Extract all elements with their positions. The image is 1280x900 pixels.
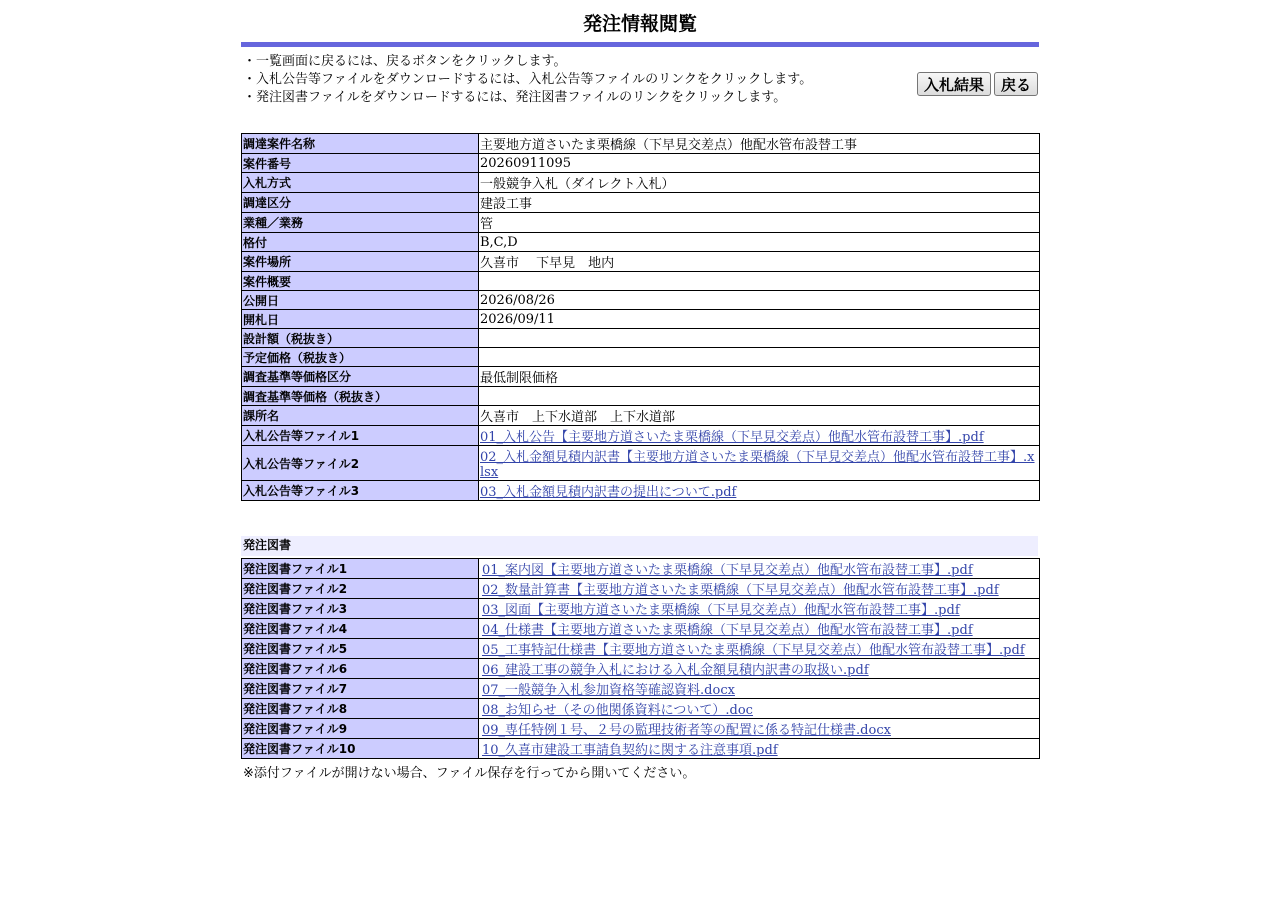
table-row (242, 639, 1040, 659)
table-row (242, 481, 1040, 501)
row-label: 案件概要 (242, 272, 479, 291)
bid-method-value: 一般競争入札（ダイレクト入札） (479, 173, 1040, 193)
instruction-line: ・一覧画面に戻るには、戻るボタンをクリックします。 (243, 54, 567, 69)
publish-date-value: 2026/08/26 (479, 291, 1040, 310)
drawings-table (241, 558, 1040, 759)
attachment-footnote: ※添付ファイルが開けない場合、ファイル保存を行ってから開いてください。 (243, 766, 696, 781)
row-label: 業種／業務 (242, 213, 479, 233)
page-container (241, 0, 1039, 781)
row-label: 発注図書ファイル5 (242, 639, 479, 659)
rank-value: B,C,D (479, 233, 1040, 252)
table-row (242, 348, 1040, 367)
row-label: 発注図書ファイル8 (242, 699, 479, 719)
row-label: 調査基準等価格（税抜き） (242, 387, 479, 406)
row-label: 入札方式 (242, 173, 479, 193)
table-row (242, 659, 1040, 679)
drawing-file-link-9[interactable]: 09_専任特例１号、２号の監理技術者等の配置に係る特記仕様書.docx (482, 723, 891, 738)
row-label: 発注図書ファイル6 (242, 659, 479, 679)
row-label: 調査基準等価格区分 (242, 367, 479, 387)
summary-value (479, 272, 1040, 291)
table-row (242, 426, 1040, 446)
table-row (242, 719, 1040, 739)
table-row (242, 739, 1040, 759)
row-label: 案件番号 (242, 154, 479, 173)
row-label: 発注図書ファイル1 (242, 559, 479, 579)
row-label: 予定価格（税抜き） (242, 348, 479, 367)
table-row (242, 291, 1040, 310)
row-label: 格付 (242, 233, 479, 252)
row-label: 発注図書ファイル3 (242, 599, 479, 619)
instruction-line: ・入札公告等ファイルをダウンロードするには、入札公告等ファイルのリンクをクリックします。 (243, 72, 813, 87)
industry-value: 管 (479, 213, 1040, 233)
row-label: 入札公告等ファイル2 (242, 446, 479, 481)
drawing-file-link-4[interactable]: 04_仕様書【主要地方道さいたま栗橋線（下早見交差点）他配水管布設替工事】.pdf (482, 623, 973, 638)
case-number-value: 20260911095 (479, 154, 1040, 173)
row-label: 入札公告等ファイル3 (242, 481, 479, 501)
table-row (242, 699, 1040, 719)
table-row (242, 446, 1040, 481)
row-label: 発注図書ファイル4 (242, 619, 479, 639)
title-divider (241, 42, 1039, 47)
design-amount-value (479, 329, 1040, 348)
row-label: 調達区分 (242, 193, 479, 213)
table-row (242, 134, 1040, 154)
drawing-file-link-10[interactable]: 10_久喜市建設工事請負契約に関する注意事項.pdf (482, 743, 778, 758)
bid-result-button[interactable]: 入札結果 (917, 72, 991, 96)
row-label: 課所名 (242, 406, 479, 426)
page-title: 発注情報閲覧 (582, 13, 697, 35)
table-row (242, 579, 1040, 599)
table-row (242, 559, 1040, 579)
bid-notice-file-link-2[interactable]: 02_入札金額見積内訳書【主要地方道さいたま栗橋線（下早見交差点）他配水管布設替工事】.xlsx (480, 450, 1035, 480)
table-row (242, 599, 1040, 619)
case-info-table (241, 133, 1040, 501)
survey-price-value (479, 387, 1040, 406)
table-row (242, 272, 1040, 291)
drawing-file-link-5[interactable]: 05_工事特記仕様書【主要地方道さいたま栗橋線（下早見交差点）他配水管布設替工事】.pdf (482, 643, 1025, 658)
table-row (242, 193, 1040, 213)
row-label: 調達案件名称 (242, 134, 479, 154)
table-row (242, 329, 1040, 348)
table-row (242, 406, 1040, 426)
table-row (242, 619, 1040, 639)
row-label: 発注図書ファイル7 (242, 679, 479, 699)
price-category-value: 最低制限価格 (479, 367, 1040, 387)
case-name-value: 主要地方道さいたま栗橋線（下早見交差点）他配水管布設替工事 (479, 134, 1040, 154)
drawing-file-link-8[interactable]: 08_お知らせ（その他関係資料について）.doc (482, 703, 753, 718)
back-button[interactable]: 戻る (994, 72, 1038, 96)
row-label: 開札日 (242, 310, 479, 329)
table-row (242, 367, 1040, 387)
procurement-type-value: 建設工事 (479, 193, 1040, 213)
drawings-section-title: 発注図書 (241, 536, 1038, 556)
bid-notice-file-link-3[interactable]: 03_入札金額見積内訳書の提出について.pdf (480, 485, 737, 500)
opening-date-value: 2026/09/11 (479, 310, 1040, 329)
instruction-line: ・発注図書ファイルをダウンロードするには、発注図書ファイルのリンクをクリックします。 (243, 90, 787, 105)
planned-price-value (479, 348, 1040, 367)
row-label: 入札公告等ファイル1 (242, 426, 479, 446)
drawing-file-link-7[interactable]: 07_一般競争入札参加資格等確認資料.docx (482, 683, 735, 698)
table-row (242, 233, 1040, 252)
table-row (242, 173, 1040, 193)
table-row (242, 387, 1040, 406)
table-row (242, 310, 1040, 329)
row-label: 設計額（税抜き） (242, 329, 479, 348)
row-label: 発注図書ファイル9 (242, 719, 479, 739)
action-buttons (917, 72, 1038, 96)
instructions-block (241, 53, 1039, 115)
bid-notice-file-link-1[interactable]: 01_入札公告【主要地方道さいたま栗橋線（下早見交差点）他配水管布設替工事】.pdf (480, 430, 984, 445)
table-row (242, 252, 1040, 272)
drawing-file-link-2[interactable]: 02_数量計算書【主要地方道さいたま栗橋線（下早見交差点）他配水管布設替工事】.pdf (482, 583, 999, 598)
drawing-file-link-1[interactable]: 01_案内図【主要地方道さいたま栗橋線（下早見交差点）他配水管布設替工事】.pdf (482, 563, 973, 578)
row-label: 公開日 (242, 291, 479, 310)
row-label: 案件場所 (242, 252, 479, 272)
table-row (242, 679, 1040, 699)
drawing-file-link-6[interactable]: 06_建設工事の競争入札における入札金額見積内訳書の取扱い.pdf (482, 663, 869, 678)
department-value: 久喜市 上下水道部 上下水道部 (479, 406, 1040, 426)
row-label: 発注図書ファイル10 (242, 739, 479, 759)
table-row (242, 213, 1040, 233)
drawing-file-link-3[interactable]: 03_図面【主要地方道さいたま栗橋線（下早見交差点）他配水管布設替工事】.pdf (482, 603, 960, 618)
row-label: 発注図書ファイル2 (242, 579, 479, 599)
location-value: 久喜市 下早見 地内 (479, 252, 1040, 272)
table-row (242, 154, 1040, 173)
